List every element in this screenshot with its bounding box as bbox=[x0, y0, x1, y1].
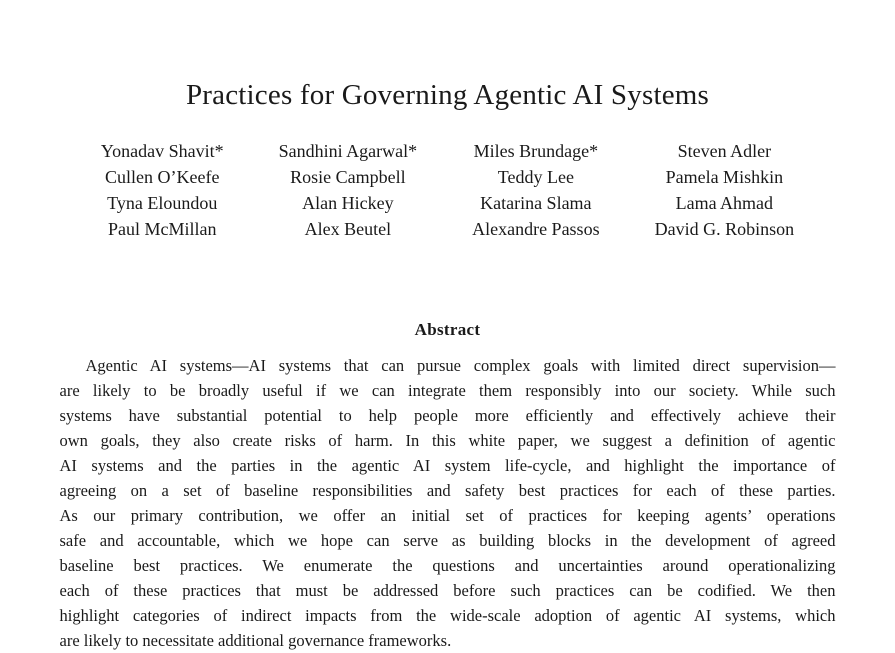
author-name: Pamela Mishkin bbox=[665, 167, 784, 188]
abstract-line: are likely to be broadly useful if we can integrate them responsibly into our society. While such bbox=[59, 381, 836, 401]
abstract-line: As our primary contribution, we offer an initial set of practices for keeping agents’ operations bbox=[59, 506, 836, 526]
abstract-line: baseline best practices. We enumerate the questions and uncertainties around operationalizing bbox=[59, 556, 836, 576]
authors-block bbox=[0, 139, 895, 242]
author-name: Katarina Slama bbox=[480, 193, 592, 214]
author-name: David G. Robinson bbox=[654, 219, 795, 240]
author-name: Rosie Campbell bbox=[290, 167, 406, 188]
author-name: Alan Hickey bbox=[302, 193, 394, 214]
abstract-line: agreeing on a set of baseline responsibilities and safety best practices for each of these parties. bbox=[59, 481, 836, 501]
abstract-line: AI systems and the parties in the agentic AI system life-cycle, and highlight the importance of bbox=[59, 456, 836, 476]
abstract-heading: Abstract bbox=[414, 320, 481, 340]
abstract-line: own goals, they also create risks of harm. In this white paper, we suggest a definition of agentic bbox=[59, 431, 836, 451]
abstract-line: each of these practices that must be addressed before such practices can be codified. We then bbox=[59, 581, 836, 601]
abstract-line: are likely to necessitate additional governance frameworks. bbox=[59, 631, 452, 651]
abstract-body bbox=[60, 353, 836, 653]
abstract-line: Agentic AI systems—AI systems that can pursue complex goals with limited direct supervision— bbox=[85, 356, 836, 376]
abstract-line: safe and accountable, which we hope can serve as building blocks in the development of agreed bbox=[59, 531, 836, 551]
author-name: Yonadav Shavit* bbox=[100, 141, 224, 162]
author-name: Teddy Lee bbox=[497, 167, 574, 188]
paper-title: Practices for Governing Agentic AI Systems bbox=[185, 79, 710, 112]
author-name: Cullen O’Keefe bbox=[105, 167, 220, 188]
abstract-line: highlight categories of indirect impacts from the wide-scale adoption of agentic AI systems, which bbox=[59, 606, 836, 626]
author-name: Alexandre Passos bbox=[472, 219, 600, 240]
author-name: Steven Adler bbox=[677, 141, 772, 162]
author-name: Paul McMillan bbox=[108, 219, 217, 240]
author-name: Lama Ahmad bbox=[675, 193, 774, 214]
abstract-line: systems have substantial potential to help people more efficiently and effectively achieve their bbox=[59, 406, 836, 426]
author-name: Miles Brundage* bbox=[473, 141, 599, 162]
author-name: Tyna Eloundou bbox=[107, 193, 218, 214]
author-name: Alex Beutel bbox=[304, 219, 392, 240]
author-name: Sandhini Agarwal* bbox=[278, 141, 418, 162]
